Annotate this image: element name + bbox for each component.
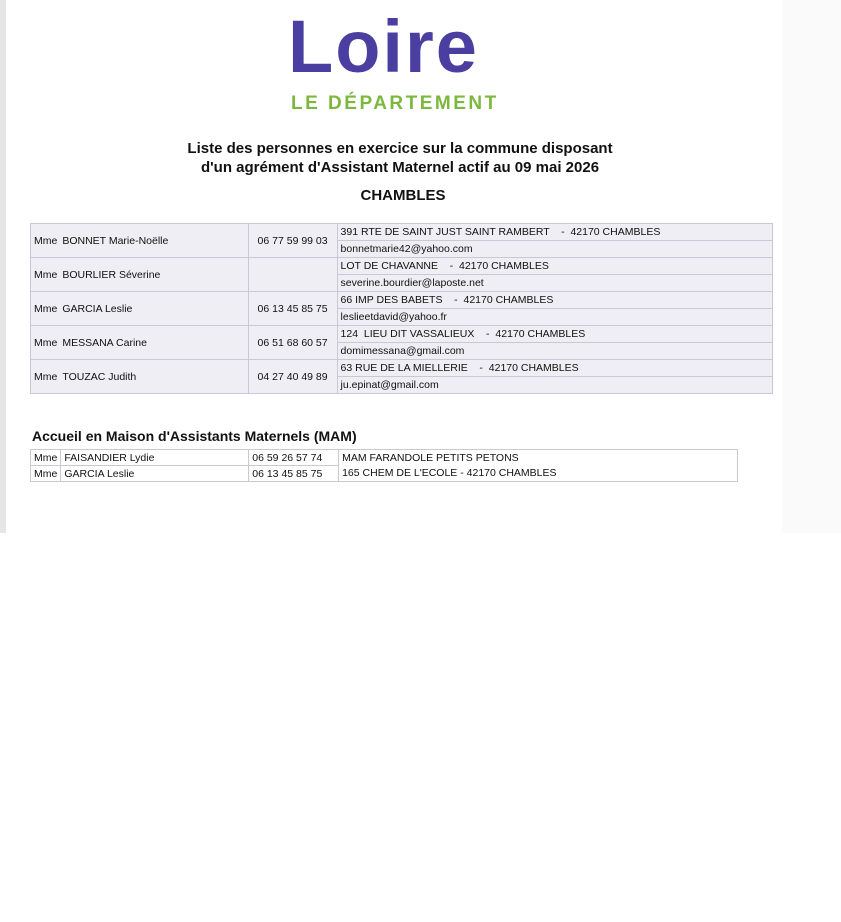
assistant-row [31, 258, 773, 275]
assistant-fullname: GARCIA Leslie [62, 302, 133, 315]
document-title-line2: d'un agrément d'Assistant Maternel actif au 09 mai 2026 [200, 159, 600, 176]
assistant-civility: Mme [34, 336, 58, 349]
assistant-fullname: MESSANA Carine [62, 336, 147, 349]
mam-member-name: GARCIA Leslie [61, 466, 249, 482]
mam-civility: Mme [31, 450, 61, 466]
mam-member-phone: 06 59 26 57 74 [249, 450, 339, 466]
assistant-email: domimessana@gmail.com [337, 343, 772, 360]
document-title-line1: Liste des personnes en exercice sur la commune disposant [187, 140, 613, 157]
assistant-phone: 04 27 40 49 89 [248, 360, 337, 394]
assistant-email: bonnetmarie42@yahoo.com [337, 241, 772, 258]
assistant-email: leslieetdavid@yahoo.fr [337, 309, 772, 326]
assistant-phone: 06 51 68 60 57 [248, 326, 337, 360]
assistant-row [31, 224, 773, 241]
assistant-name [31, 224, 249, 258]
assistant-email: severine.bourdier@laposte.net [337, 275, 772, 292]
assistant-name [31, 360, 249, 394]
assistants-table [30, 223, 773, 394]
mam-name: MAM FARANDOLE PETITS PETONS [339, 450, 738, 466]
assistant-address: 66 IMP DES BABETS - 42170 CHAMBLES [337, 292, 772, 309]
assistant-name [31, 326, 249, 360]
mam-address: 165 CHEM DE L'ECOLE - 42170 CHAMBLES [339, 466, 738, 482]
assistant-address: 391 RTE DE SAINT JUST SAINT RAMBERT - 42170 CHAMBLES [337, 224, 772, 241]
assistant-address: LOT DE CHAVANNE - 42170 CHAMBLES [337, 258, 772, 275]
mam-row [31, 466, 738, 482]
logo-word: Loire [288, 5, 479, 88]
assistant-row [31, 360, 773, 377]
mam-member-phone: 06 13 45 85 75 [249, 466, 339, 482]
assistant-civility: Mme [34, 234, 58, 247]
assistant-name [31, 292, 249, 326]
assistant-email: ju.epinat@gmail.com [337, 377, 772, 394]
assistant-civility: Mme [34, 302, 58, 315]
logo-subtitle: LE DÉPARTEMENT [291, 93, 499, 114]
commune-name: CHAMBLES [360, 187, 446, 204]
page-edge [0, 0, 6, 533]
mam-civility: Mme [31, 466, 61, 482]
assistant-fullname: BONNET Marie-Noëlle [62, 234, 169, 247]
mam-row [31, 450, 738, 466]
assistant-address: 63 RUE DE LA MIELLERIE - 42170 CHAMBLES [337, 360, 772, 377]
assistant-name [31, 258, 249, 292]
assistant-fullname: TOUZAC Judith [62, 370, 137, 383]
assistant-phone: 06 77 59 99 03 [248, 224, 337, 258]
assistant-civility: Mme [34, 370, 58, 383]
assistant-civility: Mme [34, 268, 58, 281]
assistant-phone: 06 13 45 85 75 [248, 292, 337, 326]
page-margin [782, 0, 841, 533]
assistant-phone [248, 258, 337, 292]
assistant-row [31, 292, 773, 309]
loire-logo [288, 5, 516, 114]
assistant-fullname: BOURLIER Séverine [62, 268, 161, 281]
mam-section-title: Accueil en Maison d'Assistants Maternels (MAM) [32, 428, 357, 444]
assistant-address: 124 LIEU DIT VASSALIEUX - 42170 CHAMBLES [337, 326, 772, 343]
mam-table [30, 449, 738, 482]
assistant-row [31, 326, 773, 343]
mam-member-name: FAISANDIER Lydie [61, 450, 249, 466]
